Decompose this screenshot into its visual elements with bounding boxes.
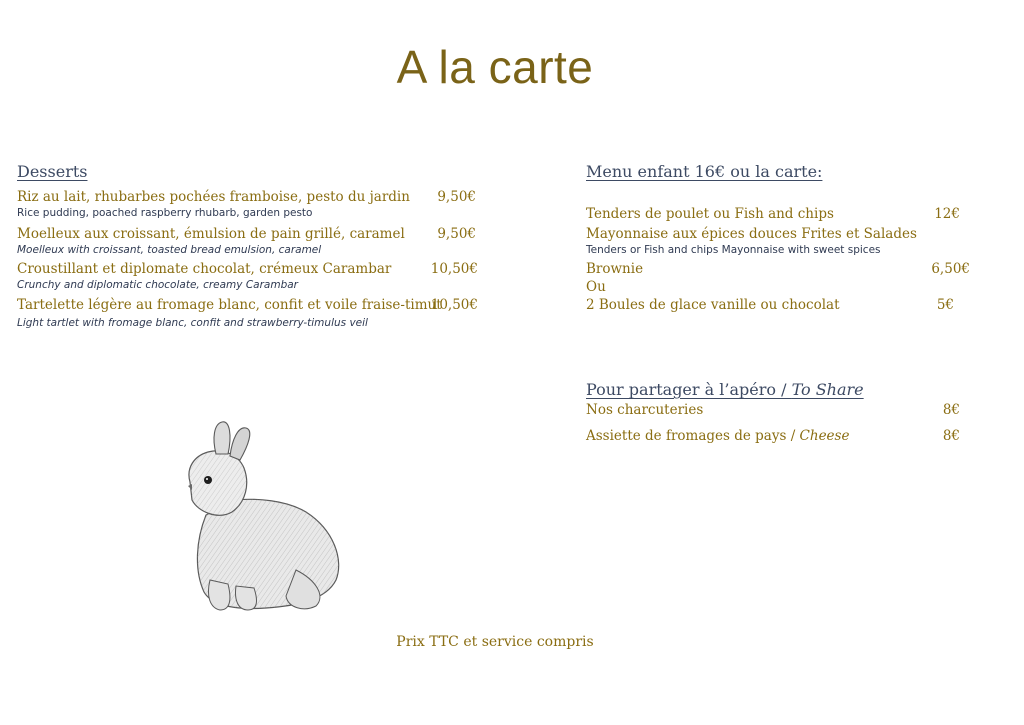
share-item-name <box>586 428 849 444</box>
kids-item-price: 12€ <box>934 206 960 222</box>
dessert-item-price: 9,50€ <box>437 226 476 242</box>
kids-item-price: 6,50€ <box>931 261 970 277</box>
kids-item-name: Brownie <box>586 261 644 277</box>
kids-menu-heading: Menu enfant 16€ ou la carte: <box>586 162 823 181</box>
rabbit-illustration <box>176 420 346 615</box>
dessert-item-translation: Rice pudding, poached raspberry rhubarb, garden pesto <box>17 207 313 219</box>
dessert-item-name: Croustillant et diplomate chocolat, crémeux Carambar <box>17 261 392 277</box>
share-heading <box>586 380 864 399</box>
dessert-item-price: 10,50€ <box>430 297 478 313</box>
share-heading-fr: Pour partager à l’apéro / <box>586 380 792 399</box>
dessert-item-name: Moelleux aux croissant, émulsion de pain grillé, caramel <box>17 226 405 242</box>
dessert-item-price: 10,50€ <box>430 261 478 277</box>
desserts-heading: Desserts <box>17 162 88 181</box>
kids-item-price: 5€ <box>936 297 954 313</box>
dessert-item-translation: Crunchy and diplomatic chocolate, creamy Carambar <box>17 279 299 291</box>
share-item-price: 8€ <box>942 402 960 418</box>
share-heading-en: To Share <box>791 380 864 399</box>
footer-note: Prix TTC et service compris <box>396 634 594 650</box>
kids-item-name: 2 Boules de glace vanille ou chocolat <box>586 297 840 313</box>
kids-item-name: Tenders de poulet ou Fish and chips <box>586 206 834 222</box>
kids-item-name: Ou <box>586 279 606 295</box>
kids-item-translation: Tenders or Fish and chips Mayonnaise with sweet spices <box>586 244 881 256</box>
share-item-name-fr: Assiette de fromages de pays / <box>586 428 800 444</box>
kids-item-name: Mayonnaise aux épices douces Frites et Salades <box>586 226 917 242</box>
share-item-name: Nos charcuteries <box>586 402 704 418</box>
dessert-item-translation: Moelleux with croissant, toasted bread emulsion, caramel <box>17 244 322 256</box>
dessert-item-name: Riz au lait, rhubarbes pochées framboise, pesto du jardin <box>17 189 410 205</box>
dessert-item-price: 9,50€ <box>437 189 476 205</box>
share-item-name-en: Cheese <box>799 428 850 444</box>
page-title: A la carte <box>396 41 594 93</box>
share-item-price: 8€ <box>942 428 960 444</box>
dessert-item-name: Tartelette légère au fromage blanc, confit et voile fraise-timut <box>17 297 442 313</box>
dessert-item-translation: Light tartlet with fromage blanc, confit and strawberry-timulus veil <box>17 317 368 329</box>
